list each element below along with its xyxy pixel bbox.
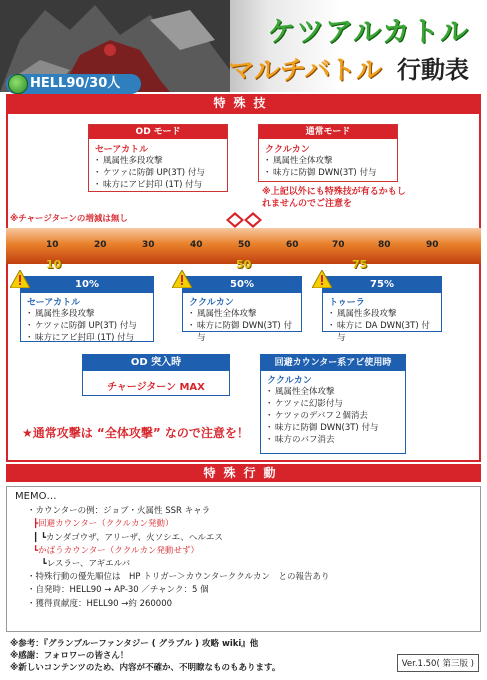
od-mode-skill-name: セーアカトル: [95, 145, 149, 155]
hp-tick: 50: [238, 240, 251, 250]
normal-attack-warning: ★通常攻撃は “全体攻撃” なので注意を！: [22, 426, 249, 440]
od-entry-text: チャージターン MAX: [107, 382, 205, 393]
memo-line: ・特殊行動の優先順位は HP トリガー＞カウンターククルカン との報告あり: [27, 572, 330, 583]
title-line-2-action-table: 行動表: [397, 56, 469, 84]
memo-title: MEMO…: [15, 491, 57, 502]
charge-turn-note: ※チャージターンの増減は無し: [10, 214, 128, 224]
effect-item: ・ ケツァに幻影付与: [267, 398, 399, 410]
effect-item: ・ 風属性全体攻撃: [267, 386, 399, 398]
footer-note: ※参考：『グランブルーファンタジー ( グラブル ) 攻略 wiki』他: [10, 639, 259, 649]
hp10-head: 10%: [21, 277, 153, 293]
hell-difficulty-badge: HELL90/30人: [6, 74, 141, 94]
effect-item: ・ 味方に防御 DWN(3T) 付与: [267, 422, 399, 434]
hp50-box: [182, 276, 302, 343]
hp10-box: [20, 276, 154, 342]
hp-tick: 10: [46, 240, 59, 250]
effect-item: ・ 風属性多段攻撃: [27, 308, 147, 320]
od-mode-head: OD モード: [89, 125, 227, 139]
effect-item: ・ 味方にアビ封印 (1T) 付与: [27, 332, 147, 344]
effect-item: ・ 味方にアビ封印 (1T) 付与: [95, 179, 221, 191]
hp75-head: 75%: [323, 277, 441, 293]
counter-head: 回避カウンター系アビ使用時: [261, 355, 405, 371]
counter-skill-name: ククルカン: [267, 376, 312, 386]
hp75-box: [322, 276, 442, 343]
effect-item: ・ 味方に防御 DWN(3T) 付与: [265, 167, 391, 179]
other-skills-note: ※上記以外にも特殊技が有るかもしれませんのでご注意を: [262, 187, 406, 209]
footer-notes: [10, 638, 280, 674]
hp50-head: 50%: [183, 277, 301, 293]
memo-line: ・獲得貢献度：HELL90 →約 260000: [27, 598, 173, 609]
counter-box: [260, 354, 406, 454]
hp-trigger-marker: 50: [236, 258, 252, 271]
effect-item: ・ 味方に防御 DWN(3T) 付与: [189, 320, 295, 344]
title-line-2-multibattle: マルチバトル: [228, 56, 382, 86]
od-mode-box: [88, 124, 228, 192]
version-label: Ver.1.50( 第三版 ): [397, 654, 479, 672]
hp75-skill-name: トゥーラ: [329, 298, 365, 308]
footer-note: ※新しいコンテンツのため、内容が不確か、不明瞭なものもあります。: [10, 663, 281, 673]
footer-note: ※感謝：フォロワーの皆さん！: [10, 651, 129, 661]
hp-tick: 60: [286, 240, 299, 250]
normal-mode-skill-name: ククルカン: [265, 145, 310, 155]
memo-line: ┣回避カウンター（ククルカン発動）: [33, 519, 174, 530]
effect-item: ・ ケツァに防御 UP(3T) 付与: [95, 167, 221, 179]
memo-line: ┗かばうカウンター（ククルカン発動せず）: [33, 545, 200, 556]
od-entry-box: [82, 354, 230, 396]
effect-item: ・ 風属性多段攻撃: [95, 155, 221, 167]
memo-panel: [6, 486, 481, 632]
hp-trigger-marker: 75: [352, 258, 368, 271]
od-entry-head: OD 突入時: [83, 355, 229, 371]
effect-item: ・ 味方のバフ消去: [267, 434, 399, 446]
special-actions-bar: 特殊行動: [6, 464, 481, 482]
effect-item: ・ ケツァのデバフ２個消去: [267, 410, 399, 422]
memo-line: ┃ ┗カンダゴウザ、アリーザ、火ソシエ、ヘルエス: [33, 532, 223, 543]
memo-line: ・カウンターの例：ジョブ・火属性 SSR キャラ: [27, 506, 211, 517]
normal-mode-head: 通常モード: [259, 125, 397, 139]
memo-line: ┗レスラー、アギエルバ: [33, 559, 131, 570]
hp50-skill-name: ククルカン: [189, 298, 234, 308]
hp-tick: 90: [426, 240, 439, 250]
hp10-skill-name: セーアカトル: [27, 298, 81, 308]
title-line-1: ケツアルカトル: [267, 15, 469, 48]
gem-icon: [8, 74, 28, 94]
effect-item: ・ 味方に DA DWN(3T) 付与: [329, 320, 435, 344]
warning-icon: [312, 270, 332, 288]
hp-tick: 70: [332, 240, 345, 250]
effect-item: ・ 風属性全体攻撃: [189, 308, 295, 320]
diamond-markers: [226, 212, 262, 228]
hp-trigger-marker: 10: [46, 258, 62, 271]
effect-item: ・ ケツァに防御 UP(3T) 付与: [27, 320, 147, 332]
hp-tick: 30: [142, 240, 155, 250]
effect-item: ・ 風属性多段攻撃: [329, 308, 435, 320]
hp-tick: 40: [190, 240, 203, 250]
hp-tick: 80: [378, 240, 391, 250]
warning-icon: [10, 270, 30, 288]
normal-mode-box: [258, 124, 398, 182]
memo-line: ・自発時：HELL90 → AP-30 ／チャンク：5 個: [27, 585, 209, 596]
effect-item: ・ 風属性全体攻撃: [265, 155, 391, 167]
hp-tick: 20: [94, 240, 107, 250]
special-skills-bar: 特殊技: [6, 94, 481, 112]
warning-icon: [172, 270, 192, 288]
